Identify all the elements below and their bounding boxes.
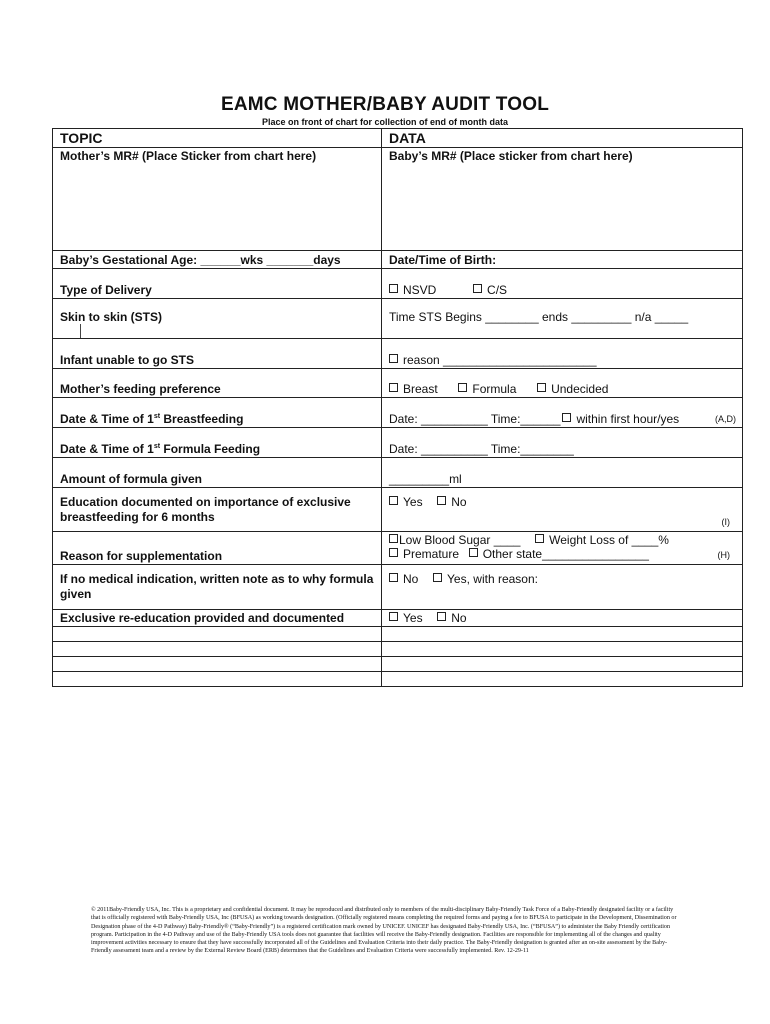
page-title: EAMC MOTHER/BABY AUDIT TOOL bbox=[220, 94, 550, 115]
unable-sts-data bbox=[382, 339, 743, 369]
reason-label: reason _______________________ bbox=[403, 353, 597, 367]
table-row bbox=[53, 565, 743, 610]
no-medical-no-label: No bbox=[403, 572, 419, 586]
formula-label: Formula bbox=[472, 382, 517, 396]
table-header-row bbox=[53, 129, 743, 148]
table-row bbox=[53, 610, 743, 627]
education-label: Education documented on importance of exclusive breastfeeding for 6 months bbox=[53, 488, 382, 532]
first-breastfeeding-data bbox=[382, 398, 743, 428]
date-time-birth-label[interactable]: Date/Time of Birth: bbox=[382, 251, 743, 269]
first-bf-datetime[interactable]: Date: __________ Time:______ bbox=[389, 412, 561, 426]
education-yes-checkbox[interactable] bbox=[389, 496, 398, 505]
premature-checkbox[interactable] bbox=[389, 548, 398, 557]
table-row bbox=[53, 458, 743, 488]
no-medical-no-checkbox[interactable] bbox=[389, 573, 398, 582]
blank-cell[interactable] bbox=[382, 642, 743, 657]
table-row bbox=[53, 148, 743, 251]
table-row bbox=[53, 488, 743, 532]
re-education-no-checkbox[interactable] bbox=[437, 612, 446, 621]
low-blood-sugar-checkbox[interactable] bbox=[389, 534, 398, 543]
data-header: DATA bbox=[382, 129, 743, 148]
type-delivery-label: Type of Delivery bbox=[53, 269, 382, 299]
table-row bbox=[53, 532, 743, 565]
blank-cell[interactable] bbox=[382, 672, 743, 687]
other-state-label: Other state________________ bbox=[482, 547, 649, 561]
yes-with-reason-checkbox[interactable] bbox=[433, 573, 442, 582]
other-state-checkbox[interactable] bbox=[469, 548, 478, 557]
amount-formula-label: Amount of formula given bbox=[53, 458, 382, 488]
education-no-label: No bbox=[451, 495, 467, 509]
page-subtitle: Place on front of chart for collection of end of month data bbox=[261, 117, 508, 127]
formula-checkbox[interactable] bbox=[458, 383, 467, 392]
topic-header: TOPIC bbox=[53, 129, 382, 148]
table-row bbox=[53, 339, 743, 369]
yes-with-reason-label: Yes, with reason: bbox=[447, 572, 538, 586]
sts-times[interactable]: Time STS Begins ________ ends _________ n/a _____ bbox=[382, 299, 743, 339]
blank-cell[interactable] bbox=[53, 672, 382, 687]
code-ad: (A,D) bbox=[715, 414, 736, 424]
feeding-pref-options bbox=[382, 369, 743, 398]
reason-supp-options bbox=[382, 532, 743, 565]
reason-checkbox[interactable] bbox=[389, 354, 398, 363]
mothers-mr-label: Mother’s MR# (Place Sticker from chart here) bbox=[53, 148, 382, 251]
table-row bbox=[53, 369, 743, 398]
blank-cell[interactable] bbox=[53, 642, 382, 657]
no-medical-label: If no medical indication, written note as to why formula given bbox=[53, 565, 382, 610]
first-breastfeeding-label: Date & Time of 1st Breastfeeding bbox=[53, 398, 382, 428]
education-no-checkbox[interactable] bbox=[437, 496, 446, 505]
cursor-mark bbox=[80, 324, 81, 338]
re-education-options bbox=[382, 610, 743, 627]
blank-cell[interactable] bbox=[382, 657, 743, 672]
within-first-hour-label: within first hour/yes bbox=[576, 412, 680, 426]
re-education-no-label: No bbox=[451, 611, 467, 625]
table-row bbox=[53, 642, 743, 657]
undecided-label: Undecided bbox=[551, 382, 609, 396]
code-h: (H) bbox=[717, 550, 730, 560]
re-education-label: Exclusive re-education provided and documented bbox=[53, 610, 382, 627]
table-row bbox=[53, 269, 743, 299]
within-first-hour-checkbox[interactable] bbox=[562, 413, 571, 422]
delivery-options bbox=[382, 269, 743, 299]
table-row bbox=[53, 251, 743, 269]
low-blood-sugar-label: Low Blood Sugar ____ bbox=[399, 533, 521, 547]
blank-cell[interactable] bbox=[53, 657, 382, 672]
gestational-age-label: Baby’s Gestational Age: ______wks _______days bbox=[53, 251, 382, 269]
table-row bbox=[53, 398, 743, 428]
education-yes-label: Yes bbox=[403, 495, 423, 509]
re-education-yes-label: Yes bbox=[403, 611, 423, 625]
table-row bbox=[53, 428, 743, 458]
reason-supp-label: Reason for supplementation bbox=[53, 532, 382, 565]
table-row bbox=[53, 627, 743, 642]
blank-cell[interactable] bbox=[53, 627, 382, 642]
nsvd-label: NSVD bbox=[403, 283, 437, 297]
nsvd-checkbox[interactable] bbox=[389, 284, 398, 293]
undecided-checkbox[interactable] bbox=[537, 383, 546, 392]
code-i: (I) bbox=[721, 517, 730, 527]
cs-label: C/S bbox=[487, 283, 508, 297]
re-education-yes-checkbox[interactable] bbox=[389, 612, 398, 621]
copyright-footer: © 2011Baby-Friendly USA, Inc. This is a proprietary and confidential document. It may be reproduced and distributed only to members of the multi-disciplinary Baby-Friendly Task Force of a Baby-Friendly designated facility or a facility that is officially registered with Baby-Friendly USA, Inc (BFUSA) as working towards designation. (Officially registered means completing the required forms and paying a fee to BFUSA to participate in the Development, Dissemination or Designation phase of the 4-D Pathway) Baby-Friendly® (“Baby-Friendly”) is a registered certification mark owned by UNICEF. UNICEF has designated Baby-Friendly USA, Inc. (“BFUSA”) to administer the Baby Friendly certification program. Participation in the 4-D Pathway and use of the Baby-Friendly USA tools does not guarantee that facilities will receive the Baby-Friendly designation. Facilities are responsible for implementing all of the changes and quality improvement activities necessary to ensure that they have successfully incorporated all of the Guidelines and Evaluation Criteria into their daily practice. The Baby-Friendly designation is granted after an on-site assessment by the Baby-Friendly assessment team and a review by the External Review Board (ERB) determines that the Guidelines and Evaluation Criteria were successfully implemented. Rev. 12-29-11 bbox=[91, 907, 677, 955]
first-formula-label: Date & Time of 1st Formula Feeding bbox=[53, 428, 382, 458]
skin-to-skin-label: Skin to skin (STS) bbox=[53, 299, 382, 339]
table-row bbox=[53, 672, 743, 687]
blank-cell[interactable] bbox=[382, 627, 743, 642]
cs-checkbox[interactable] bbox=[473, 284, 482, 293]
audit-table bbox=[52, 128, 743, 687]
education-options bbox=[382, 488, 743, 532]
premature-label: Premature bbox=[403, 547, 460, 561]
no-medical-options bbox=[382, 565, 743, 610]
first-formula-datetime[interactable]: Date: __________ Time:________ bbox=[382, 428, 743, 458]
table-row bbox=[53, 299, 743, 339]
formula-ml[interactable]: _________ml bbox=[382, 458, 743, 488]
breast-checkbox[interactable] bbox=[389, 383, 398, 392]
table-row bbox=[53, 657, 743, 672]
unable-sts-label: Infant unable to go STS bbox=[53, 339, 382, 369]
feeding-pref-label: Mother’s feeding preference bbox=[53, 369, 382, 398]
weight-loss-label: Weight Loss of ____% bbox=[549, 533, 669, 547]
babys-mr-label[interactable]: Baby’s MR# (Place sticker from chart here) bbox=[382, 148, 743, 251]
weight-loss-checkbox[interactable] bbox=[535, 534, 544, 543]
breast-label: Breast bbox=[403, 382, 438, 396]
